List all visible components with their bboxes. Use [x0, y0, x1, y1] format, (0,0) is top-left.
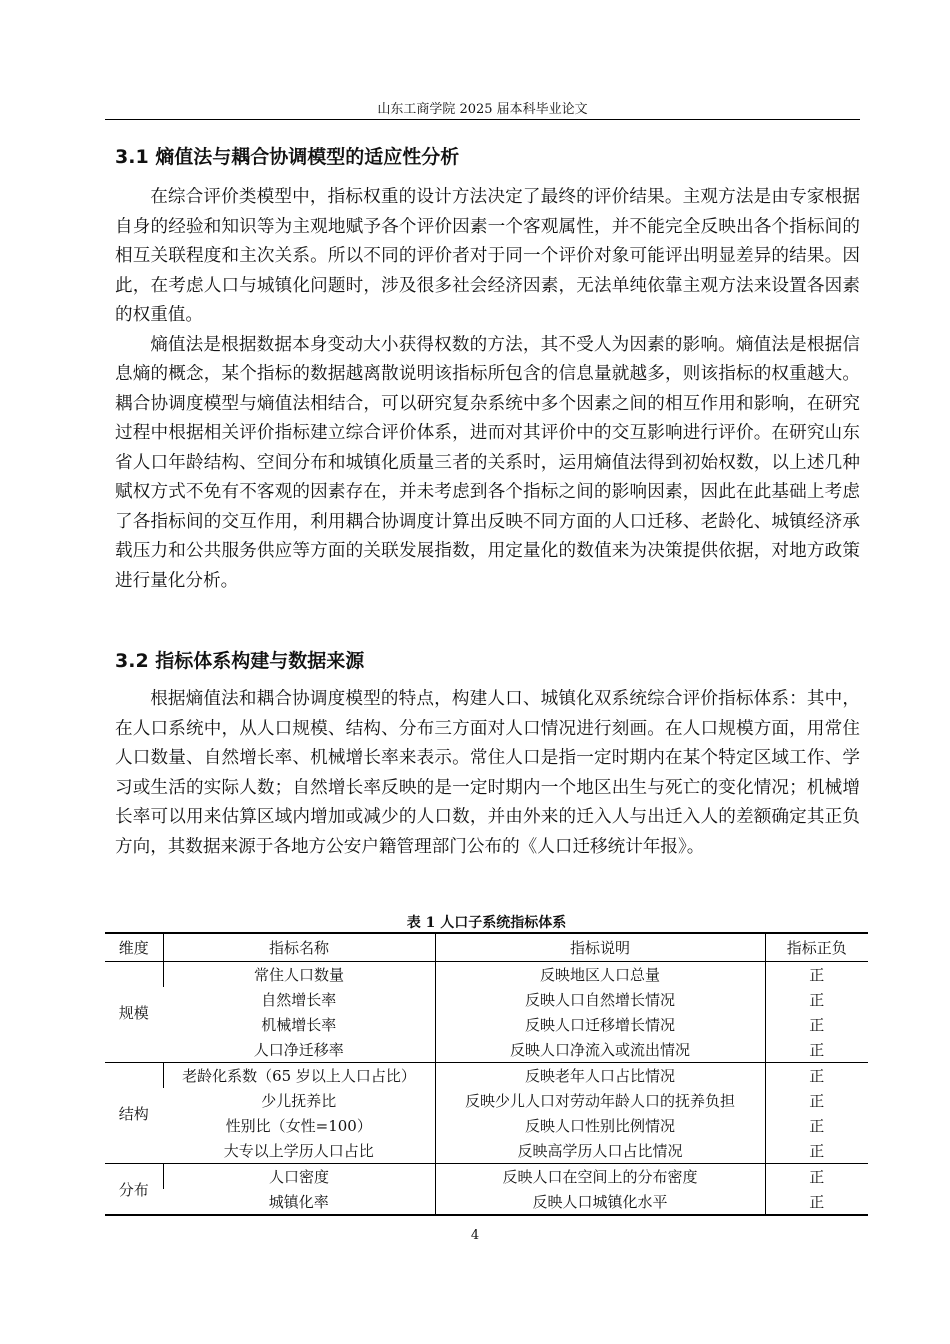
table-row	[105, 1164, 868, 1190]
indicator-name-cell: 大专以上学历人口占比	[223, 1142, 374, 1160]
section-3-1-body	[115, 183, 860, 596]
indicator-description-cell: 反映高学历人口占比情况	[435, 1138, 765, 1164]
indicator-description-cell: 反映少儿人口对劳动年龄人口的抚养负担	[435, 1088, 765, 1113]
table-row	[105, 1088, 868, 1113]
indicator-table	[105, 932, 868, 1216]
table-row	[105, 987, 868, 1012]
indicator-sign-cell: 正	[765, 1012, 868, 1037]
indicator-description-cell: 反映人口迁移增长情况	[435, 1012, 765, 1037]
table-row	[105, 962, 868, 988]
table-caption: 表 1 人口子系统指标体系	[406, 915, 567, 931]
column-header: 指标说明	[435, 933, 765, 962]
running-header: 山东工商学院 2025 届本科毕业论文	[377, 102, 588, 117]
indicator-name-cell: 性别比（女性=100）	[225, 1117, 372, 1135]
indicator-name-cell: 城镇化率	[163, 1189, 435, 1215]
indicator-name-cell: 自然增长率	[261, 991, 337, 1009]
indicator-description-cell: 反映人口净流入或流出情况	[435, 1037, 765, 1063]
table-row	[105, 1113, 868, 1138]
dimension-cell: 结构	[105, 1063, 163, 1164]
paragraph: 在综合评价类模型中，指标权重的设计方法决定了最终的评价结果。主观方法是由专家根据自身的经验和知识等为主观地赋予各个评价因素一个客观属性，并不能完全反映出各个指标间的相互关联程度和主次关系。所以不同的评价者对于同一个评价对象可能评出明显差异的结果。因此，在考虑人口与城镇化问题时，涉及很多社会经济因素，无法单纯依靠主观方法来设置各因素的权重值。	[115, 187, 860, 325]
section-heading-3-2: 3.2 指标体系构建与数据来源	[115, 650, 365, 672]
header-rule	[105, 119, 860, 120]
indicator-sign-cell: 正	[765, 1164, 868, 1190]
paragraph: 根据熵值法和耦合协调度模型的特点，构建人口、城镇化双系统综合评价指标体系：其中，在人口系统中，从人口规模、结构、分布三方面对人口情况进行刻画。在人口规模方面，用常住人口数量、自然增长率、机械增长率来表示。常住人口是指一定时期内在某个特定区域工作、学习或生活的实际人数；自然增长率反映的是一定时期内一个地区出生与死亡的变化情况；机械增长率可以用来估算区域内增加或减少的人口数，并由外来的迁入人与出迁入人的差额确定其正负方向，其数据来源于各地方公安户籍管理部门公布的《人口迁移统计年报》。	[115, 689, 860, 857]
indicator-sign-cell: 正	[765, 1063, 868, 1089]
column-header: 维度	[105, 933, 163, 962]
indicator-description-cell: 反映老年人口占比情况	[435, 1063, 765, 1089]
indicator-name-cell: 机械增长率	[261, 1016, 337, 1034]
dimension-cell: 规模	[118, 1003, 149, 1022]
indicator-description-cell: 反映人口性别比例情况	[435, 1113, 765, 1138]
indicator-name-cell: 人口密度	[163, 1164, 435, 1190]
table-row	[105, 1012, 868, 1037]
indicator-description-cell: 反映人口在空间上的分布密度	[435, 1164, 765, 1190]
indicator-name-cell: 老龄化系数（65 岁以上人口占比）	[163, 1063, 435, 1089]
page-number: 4	[470, 1228, 480, 1243]
indicator-name-cell: 少儿抚养比	[261, 1092, 337, 1110]
indicator-name-cell: 人口净迁移率	[253, 1041, 344, 1059]
dimension-cell: 分布	[105, 1164, 163, 1216]
table-header-row	[105, 933, 868, 962]
indicator-description-cell: 反映人口城镇化水平	[435, 1189, 765, 1215]
indicator-description-cell: 反映地区人口总量	[435, 962, 765, 988]
indicator-sign-cell: 正	[765, 987, 868, 1012]
table-row	[105, 1138, 868, 1164]
indicator-sign-cell: 正	[765, 1037, 868, 1063]
column-header: 指标名称	[163, 933, 435, 962]
section-heading-3-1: 3.1 熵值法与耦合协调模型的适应性分析	[115, 146, 460, 168]
section-3-2-body	[115, 685, 860, 862]
indicator-sign-cell: 正	[765, 1138, 868, 1164]
paragraph: 熵值法是根据数据本身变动大小获得权数的方法，其不受人为因素的影响。熵值法是根据信息熵的概念，某个指标的数据越离散说明该指标所包含的信息量就越多，则该指标的权重越大。耦合协调度模型与熵值法相结合，可以研究复杂系统中多个因素之间的相互作用和影响，在研究过程中根据相关评价指标建立综合评价体系，进而对其评价中的交互影响进行评价。在研究山东省人口年龄结构、空间分布和城镇化质量三者的关系时，运用熵值法得到初始权数，以上述几种赋权方式不免有不客观的因素存在，并未考虑到各个指标之间的影响因素，因此在此基础上考虑了各指标间的交互作用，利用耦合协调度计算出反映不同方面的人口迁移、老龄化、城镇经济承载压力和公共服务供应等方面的关联发展指数，用定量化的数值来为决策提供依据，对地方政策进行量化分析。	[115, 334, 860, 591]
indicator-sign-cell: 正	[765, 1189, 868, 1215]
table-row	[105, 1063, 868, 1089]
indicator-sign-cell: 正	[765, 1113, 868, 1138]
indicator-name-cell: 常住人口数量	[163, 962, 435, 988]
indicator-description-cell: 反映人口自然增长情况	[435, 987, 765, 1012]
table-row	[105, 1189, 868, 1215]
column-header: 指标正负	[765, 933, 868, 962]
indicator-sign-cell: 正	[765, 962, 868, 988]
indicator-sign-cell: 正	[765, 1088, 868, 1113]
table-row	[105, 1037, 868, 1063]
